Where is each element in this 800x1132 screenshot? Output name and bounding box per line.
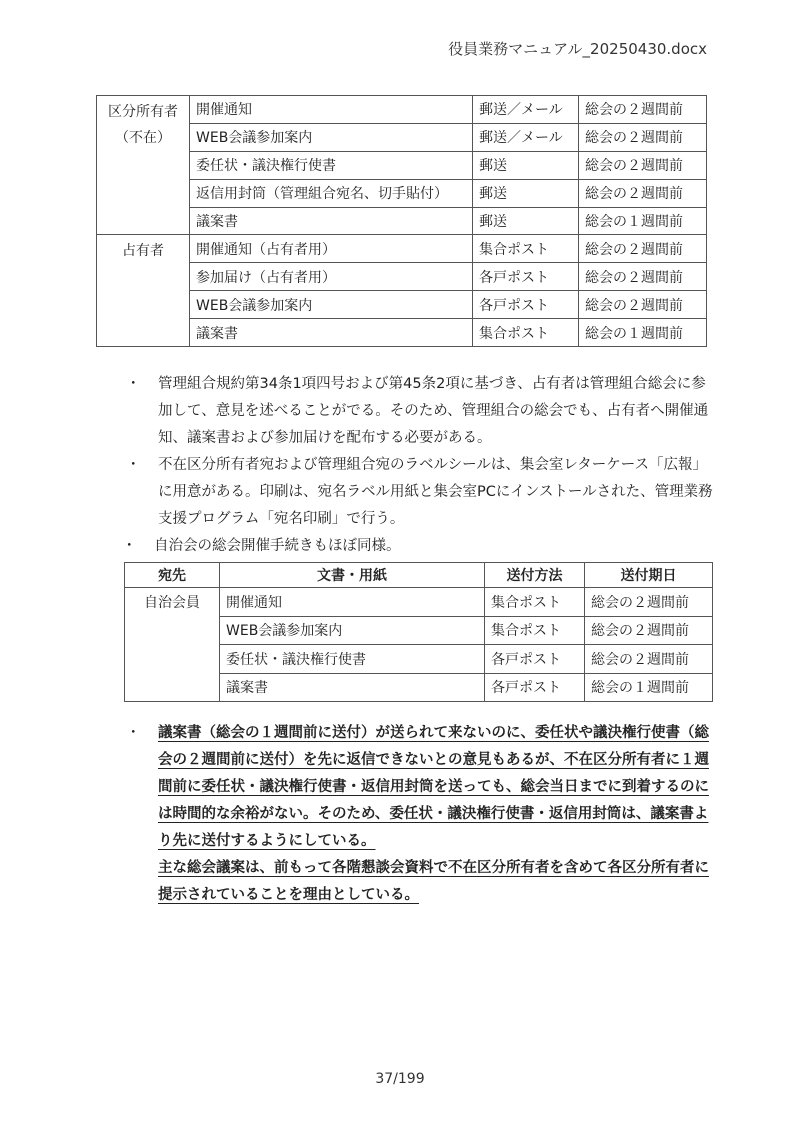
document-cell: WEB会議参加案内 — [190, 291, 473, 319]
document-cell: WEB会議参加案内 — [220, 616, 485, 645]
distribution-table-association — [124, 562, 713, 702]
column-header: 宛先 — [125, 563, 220, 588]
method-cell: 郵送 — [473, 207, 579, 235]
timing-cell: 総会の１週間前 — [579, 319, 707, 347]
list-item — [124, 720, 714, 909]
bullet-text: 自治会の総会開催手続きもほぼ同様。 — [154, 538, 401, 554]
method-cell: 集合ポスト — [485, 616, 585, 645]
document-cell: 議案書 — [190, 207, 473, 235]
bullet-marker: ・ — [126, 725, 141, 741]
bullet-text: 不在区分所有者宛および管理組合宛のラベルシールは、集会室レターケース「広報」に用意がある。印刷は、宛名ラベル用紙と集会室PCにインストールされた、管理業務支援プログラム「宛名印刷」で行う。 — [158, 457, 713, 527]
timing-cell: 総会の１週間前 — [585, 673, 713, 702]
document-cell: 開催通知 — [220, 588, 485, 617]
method-cell: 各戸ポスト — [473, 291, 579, 319]
note-paragraph: 主な総会議案は、前もって各階懇談会資料で不在区分所有者を含めて各区分所有者に提示されていることを理由としている。 — [158, 860, 709, 903]
table-row — [97, 96, 707, 124]
bullet-text: 管理組合規約第34条1項四号および第45条2項に基づき、占有者は管理組合総会に参加して、意見を述べることがでる。そのため、管理組合の総会でも、占有者へ開催通知、議案書および参加届けを配布する必要がある。 — [158, 376, 709, 446]
document-cell: 委任状・議決権行使書 — [220, 645, 485, 674]
document-cell: 参加届け（占有者用） — [190, 263, 473, 291]
recipient-cell: 占有者 — [97, 235, 190, 347]
bullet-marker: ・ — [126, 457, 141, 473]
document-cell: WEB会議参加案内 — [190, 123, 473, 151]
list-item — [124, 371, 714, 452]
recipient-label: 区分所有者 — [108, 104, 178, 120]
timing-cell: 総会の２週間前 — [579, 151, 707, 179]
timing-cell: 総会の１週間前 — [579, 207, 707, 235]
method-cell: 集合ポスト — [485, 588, 585, 617]
list-item — [124, 452, 714, 533]
document-cell: 委任状・議決権行使書 — [190, 151, 473, 179]
timing-cell: 総会の２週間前 — [585, 645, 713, 674]
timing-cell: 総会の２週間前 — [579, 123, 707, 151]
recipient-cell: 自治会員 — [125, 588, 220, 702]
page-number: 37/199 — [375, 1071, 425, 1087]
table-row — [97, 235, 707, 263]
note-paragraph: 議案書（総会の１週間前に送付）が送られて来ないのに、委任状や議決権行使書（総会の２週間前に送付）を先に返信できないとの意見もあるが、不在区分所有者に１週間前に委任状・議決権行使書・返信用封筒を送っても、総会当日までに到着するのには時間的な余裕がない。そのため、委任状・議決権行使書・返信用封筒は、議案書より先に送付するようにしている。 — [158, 725, 709, 849]
timing-cell: 総会の２週間前 — [579, 263, 707, 291]
timing-cell: 総会の２週間前 — [579, 96, 707, 124]
method-cell: 集合ポスト — [473, 319, 579, 347]
column-header: 送付期日 — [585, 563, 713, 588]
important-note — [124, 720, 714, 909]
recipient-label-sub: （不在） — [115, 130, 171, 146]
method-cell: 各戸ポスト — [485, 645, 585, 674]
bullet-list — [124, 371, 714, 560]
method-cell: 郵送 — [473, 179, 579, 207]
method-cell: 各戸ポスト — [485, 673, 585, 702]
timing-cell: 総会の２週間前 — [579, 291, 707, 319]
document-cell: 返信用封筒（管理組合宛名、切手貼付） — [190, 179, 473, 207]
table-header-row — [125, 563, 713, 588]
column-header: 送付方法 — [485, 563, 585, 588]
method-cell: 郵送 — [473, 151, 579, 179]
timing-cell: 総会の２週間前 — [585, 616, 713, 645]
timing-cell: 総会の２週間前 — [585, 588, 713, 617]
timing-cell: 総会の２週間前 — [579, 179, 707, 207]
table-row — [125, 588, 713, 617]
list-item — [120, 533, 714, 560]
column-header: 文書・用紙 — [220, 563, 485, 588]
bullet-marker: ・ — [122, 538, 137, 554]
method-cell: 各戸ポスト — [473, 263, 579, 291]
document-cell: 議案書 — [190, 319, 473, 347]
document-cell: 開催通知 — [190, 96, 473, 124]
distribution-table-owners — [96, 95, 707, 347]
method-cell: 郵送／メール — [473, 123, 579, 151]
timing-cell: 総会の２週間前 — [579, 235, 707, 263]
document-cell: 議案書 — [220, 673, 485, 702]
method-cell: 集合ポスト — [473, 235, 579, 263]
document-filename: 役員業務マニュアル_20250430.docx — [448, 40, 707, 58]
method-cell: 郵送／メール — [473, 96, 579, 124]
bullet-marker: ・ — [126, 376, 141, 392]
recipient-cell — [97, 96, 190, 235]
document-cell: 開催通知（占有者用） — [190, 235, 473, 263]
note-body — [158, 720, 714, 909]
